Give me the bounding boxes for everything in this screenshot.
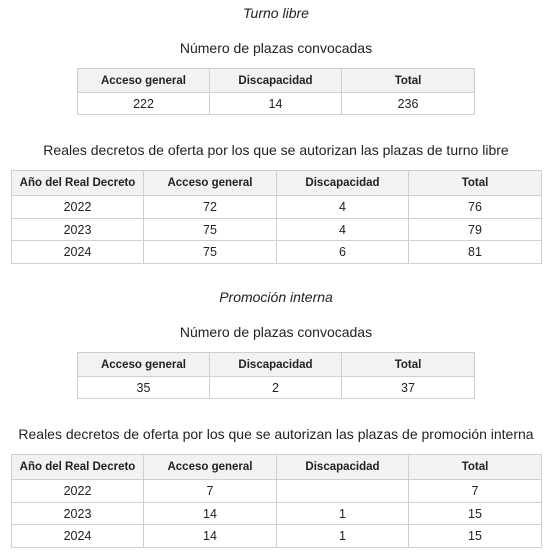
header-acceso-general: Acceso general: [144, 171, 277, 196]
cell-acceso-general: 75: [144, 241, 277, 264]
cell-ano: 2022: [12, 196, 144, 219]
cell-discapacidad: 6: [277, 241, 409, 264]
cell-discapacidad: 1: [277, 503, 409, 525]
section-title-turno-libre: Turno libre: [243, 5, 309, 21]
cell-acceso-general: 35: [78, 377, 210, 399]
plazas-title-promocion-interna: Número de plazas convocadas: [179, 324, 373, 340]
table-row: [78, 93, 475, 115]
section-title-promocion-interna: Promoción interna: [219, 289, 333, 305]
decretos-table-promocion-interna: [11, 454, 542, 548]
cell-total: 37: [342, 377, 475, 399]
header-discapacidad: Discapacidad: [277, 171, 409, 196]
cell-total: 236: [342, 93, 475, 115]
table-row: [12, 219, 542, 241]
cell-ano: 2023: [12, 219, 144, 241]
table-header-row: [78, 353, 475, 377]
table-row: [12, 196, 542, 219]
cell-discapacidad: 14: [210, 93, 342, 115]
cell-total: 7: [409, 480, 542, 503]
header-total: Total: [342, 353, 475, 377]
header-discapacidad: Discapacidad: [210, 353, 342, 377]
cell-discapacidad: 4: [277, 219, 409, 241]
cell-total: 81: [409, 241, 542, 264]
table-header-row: [78, 69, 475, 93]
cell-discapacidad: 1: [277, 525, 409, 548]
header-discapacidad: Discapacidad: [210, 69, 342, 93]
header-acceso-general: Acceso general: [78, 353, 210, 377]
cell-total: 15: [409, 503, 542, 525]
cell-acceso-general: 222: [78, 93, 210, 115]
plazas-table-promocion-interna: [77, 352, 475, 399]
cell-acceso-general: 14: [144, 503, 277, 525]
decretos-title-turno-libre: Reales decretos de oferta por los que se autorizan las plazas de turno libre: [43, 142, 509, 158]
header-total: Total: [342, 69, 475, 93]
header-discapacidad: Discapacidad: [277, 455, 409, 480]
decretos-title-promocion-interna: Reales decretos de oferta por los que se autorizan las plazas de promoción interna: [18, 426, 534, 442]
cell-acceso-general: 75: [144, 219, 277, 241]
table-header-row: [12, 455, 542, 480]
header-total: Total: [409, 455, 542, 480]
header-ano: Año del Real Decreto: [12, 171, 144, 196]
plazas-table-turno-libre: [77, 68, 475, 115]
cell-ano: 2023: [12, 503, 144, 525]
cell-acceso-general: 14: [144, 525, 277, 548]
cell-ano: 2024: [12, 241, 144, 264]
table-row: [78, 377, 475, 399]
decretos-table-turno-libre: [11, 170, 542, 264]
cell-total: 76: [409, 196, 542, 219]
header-total: Total: [409, 171, 542, 196]
cell-discapacidad: 4: [277, 196, 409, 219]
header-acceso-general: Acceso general: [144, 455, 277, 480]
table-row: [12, 503, 542, 525]
table-header-row: [12, 171, 542, 196]
table-row: [12, 241, 542, 264]
cell-acceso-general: 72: [144, 196, 277, 219]
table-row: [12, 525, 542, 548]
plazas-title-turno-libre: Número de plazas convocadas: [179, 40, 373, 56]
header-acceso-general: Acceso general: [78, 69, 210, 93]
cell-acceso-general: 7: [144, 480, 277, 503]
table-row: [12, 480, 542, 503]
cell-total: 15: [409, 525, 542, 548]
cell-ano: 2022: [12, 480, 144, 503]
cell-total: 79: [409, 219, 542, 241]
cell-discapacidad: 2: [210, 377, 342, 399]
cell-ano: 2024: [12, 525, 144, 548]
header-ano: Año del Real Decreto: [12, 455, 144, 480]
cell-discapacidad: [277, 480, 409, 503]
